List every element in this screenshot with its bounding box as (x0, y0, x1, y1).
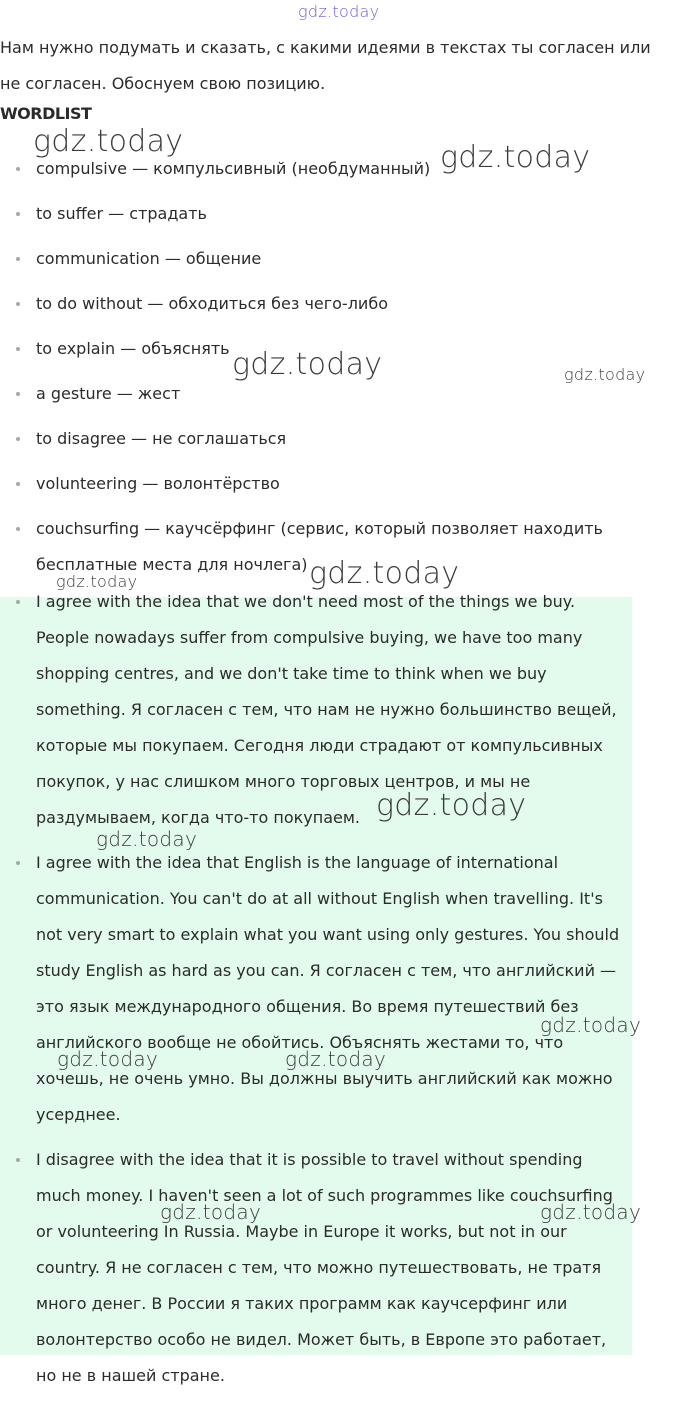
wordlist-item: compulsive — компульсивный (необдуманный) (0, 151, 640, 187)
answer-list (0, 584, 630, 1403)
watermark: gdz.today (57, 1047, 159, 1071)
wordlist-item: to explain — объяснять (0, 331, 640, 367)
watermark: gdz.today (96, 827, 198, 851)
wordlist-heading: WORDLIST (0, 104, 92, 123)
answer-item: I disagree with the idea that it is possible to travel without spending much money. I haven't seen a lot of such programmes like couchsurfing or volunteering In Russia. Maybe in Europe it works, but not in our country. Я не согласен с тем, что можно путешествовать, не тратя много денег. В России я таких программ как каучсерфинг или волонтерство особо не видел. Может быть, в Европе это работает, но не в нашей стране. (0, 1142, 630, 1394)
watermark: gdz.today (309, 556, 460, 591)
wordlist-item: communication — общение (0, 241, 640, 277)
watermark: gdz.today (564, 365, 646, 384)
watermark: gdz.today (33, 124, 184, 159)
watermark: gdz.today (232, 347, 383, 382)
watermark: gdz.today (56, 572, 138, 591)
wordlist-item: to disagree — не соглашаться (0, 421, 640, 457)
task-intro: Нам нужно подумать и сказать, с какими идеями в текстах ты согласен или не согласен. Обоснуем свою позицию. (0, 38, 651, 93)
watermark: gdz.today (376, 788, 527, 823)
watermark: gdz.today (285, 1047, 387, 1071)
watermark: gdz.today (540, 1013, 642, 1037)
wordlist-item: couchsurfing — каучсёрфинг (сервис, который позволяет находить бесплатные места для ночлега) (0, 511, 640, 583)
answer-item: I agree with the idea that we don't need most of the things we buy. People nowadays suffer from compulsive buying, we have too many shopping centres, and we don't take time to think when we buy something. Я согласен с тем, что нам не нужно большинство вещей, которые мы покупаем. Сегодня люди страдают от компульсивных покупок, у нас слишком много торговых центров, и мы не раздумываем, когда что-то покупаем. (0, 584, 630, 836)
watermark-top: gdz.today (298, 2, 380, 21)
answer-item: I agree with the idea that English is the language of international communication. You can't do at all without English when travelling. It's not very smart to explain what you want using only gestures. You should study English as hard as you can. Я согласен с тем, что английский — это язык международного общения. Во время путешествий без английского вообще не обойтись. Объяснять жестами то, что хочешь, не очень умно. Вы должны выучить английский как можно усерднее. (0, 845, 630, 1133)
wordlist-item: to do without — обходиться без чего-либо (0, 286, 640, 322)
wordlist-item: a gesture — жест (0, 376, 640, 412)
wordlist-item: volunteering — волонтёрство (0, 466, 640, 502)
wordlist-item: to suffer — страдать (0, 196, 640, 232)
watermark: gdz.today (540, 1200, 642, 1224)
watermark: gdz.today (160, 1200, 262, 1224)
watermark: gdz.today (440, 140, 591, 175)
